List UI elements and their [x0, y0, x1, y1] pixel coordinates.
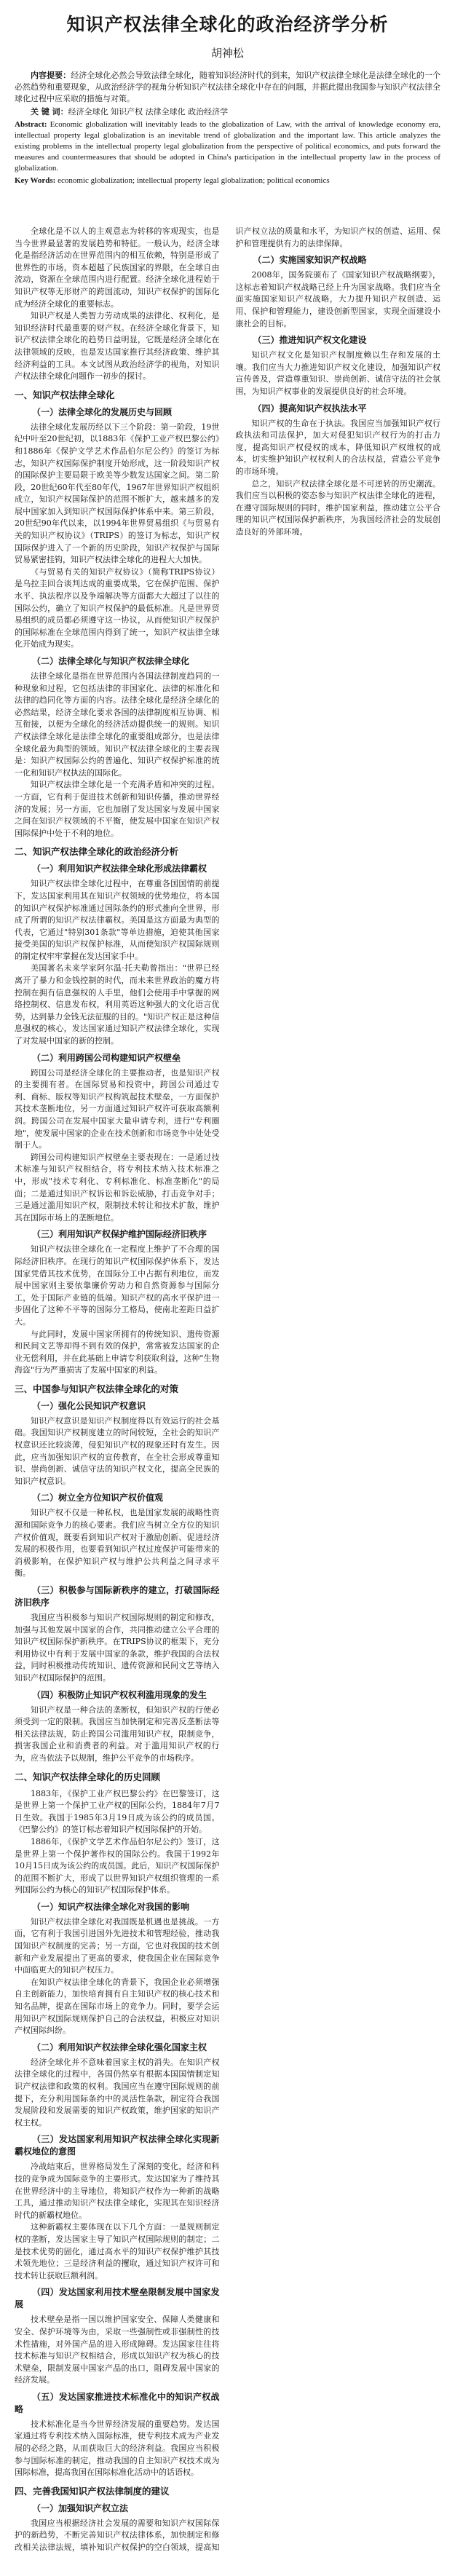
abstract-en	[15, 119, 440, 174]
body-paragraph: 美国著名未来学家阿尔温·托夫勒曾指出："世界已经离开了暴力和金钱控制的时代，而未来世界政治的魔方将控制在拥有信息强权的人手里，他们会使用手中掌握的网络控制权、信息发布权，利用英语这种强大的文化语言优势，达到暴力金钱无法征服的目的。"知识产权正是这种信息强权的核心，发达国家通过知识产权法律全球化，实现了对发展中国家的新的控制。	[15, 963, 220, 1046]
subsection-heading: （四）发达国家利用技术壁垒限制发展中国家发展	[15, 2287, 220, 2310]
subsection-heading: （四）提高知识产权执法水平	[253, 403, 367, 414]
subsection-heading: （四）积极防止知识产权权利滥用现象的发生	[32, 1689, 207, 1700]
section-heading: 一、知识产权法律全球化	[15, 389, 115, 400]
subsection-heading: （一）法律全球化的发展历史与回顾	[32, 406, 173, 417]
subsection-heading: （三）利用知识产权保护维护国际经济旧秩序	[32, 1229, 207, 1240]
subsection-heading: （二）利用知识产权法律全球化强化国家主权	[32, 2042, 207, 2052]
body-paragraph: 1883年，《保护工业产权巴黎公约》在巴黎签订，这是世界上第一个保护工业产权的国际公约，1884年7月7日生效。我国于1985年3月19日成为该公约的成员国。《巴黎公约》的签订标志着知识产权国际保护的开始。	[15, 1788, 220, 1835]
subsection-heading: （一）利用知识产权法律全球化形成法律霸权	[32, 864, 207, 874]
section-heading: 二、知识产权法律全球化的历史回顾	[15, 1771, 161, 1782]
body-paragraph: 法律全球化发展历经以下三个阶段：第一阶段，19世纪中叶至20世纪初，以1883年《保护工业产权巴黎公约》和1886年《保护文学艺术作品伯尔尼公约》的签订为标志，知识产权国际保护制度开始形成，这一阶段知识产权的国际保护主要局限于欧美等少数发达国家之间。第二阶段，20世纪60年代至80年代，1967年世界知识产权组织成立，知识产权国际保护的范围不断扩大，越来越多的发展中国家加入到知识产权国际保护体系中来。第三阶段，20世纪90年代以来，以1994年世界贸易组织《与贸易有关的知识产权协议》（TRIPS）的签订为标志，知识产权国际保护进入了一个新的历史阶段，知识产权保护与国际贸易紧密挂钩，知识产权法律全球化的进程大大加快。	[15, 422, 220, 565]
body-paragraph: 与此同时，发展中国家所拥有的传统知识、遗传资源和民间文艺等却得不到有效的保护，常常被发达国家的企业无偿利用，并在此基础上申请专利获取利益，这种"生物海盗"行为严重损害了发展中国家的利益。	[15, 1329, 220, 1375]
body-paragraph: 知识产权法律全球化是一个充满矛盾和冲突的过程。一方面，它有利于促进技术创新和知识传播，推动世界经济的发展；另一方面，它也加剧了发达国家与发展中国家之间在知识产权领域的不平衡，使发展中国家在知识产权国际保护中处于不利的地位。	[15, 780, 220, 838]
body-paragraph: 跨国公司是经济全球化的主要推动者，也是知识产权的主要拥有者。在国际贸易和投资中，跨国公司通过专利、商标、版权等知识产权构筑起技术壁垒，一方面保护其技术垄断地位，另一方面通过知识产权许可获取高额利润。跨国公司在发展中国家大量申请专利，进行"专利圈地"，使发展中国家的企业在技术创新和市场竞争中处处受制于人。	[15, 1067, 220, 1150]
article-body	[15, 226, 440, 2570]
body-paragraph: 知识产权意识是知识产权制度得以有效运行的社会基础。我国知识产权制度建立的时间较短，全社会的知识产权意识还比较淡薄，侵犯知识产权的现象还时有发生。因此，应当加强知识产权的宣传教育，在全社会形成尊重知识、崇尚创新、诚信守法的知识产权文化，提高全民族的知识产权意识。	[15, 1415, 220, 1486]
body-paragraph: 1886年，《保护文学艺术作品伯尔尼公约》签订，这是世界上第一个保护著作权的国际公约。我国于1992年10月15日成为该公约的成员国。此后，知识产权国际保护的范围不断扩大，形成了以世界知识产权组织管理的一系列国际公约为核心的知识产权国际保护体系。	[15, 1836, 220, 1895]
body-paragraph: 经济全球化并不意味着国家主权的消失。在知识产权法律全球化的过程中，各国仍然享有根据本国国情制定知识产权法律和政策的权利。我国应当在遵守国际规则的前提下，充分利用国际条约中的灵活性条款，制定符合我国发展阶段和发展需要的知识产权政策，维护国家的知识产权主权。	[15, 2057, 220, 2127]
subsection-heading: （二）法律全球化与知识产权法律全球化	[32, 656, 190, 666]
body-paragraph: 在知识产权法律全球化的背景下，我国企业必须增强自主创新能力，加快培育拥有自主知识产权的核心技术和知名品牌，提高在国际市场上的竞争力。同时，要学会运用知识产权国际规则保护自己的合法权益，积极应对知识产权国际纠纷。	[15, 1977, 220, 2036]
keywords-en-text: economic globalization; intellectual property legal globalization; political economics	[58, 176, 330, 185]
body-paragraph: 知识产权法律全球化对我国既是机遇也是挑战。一方面，它有利于我国引进国外先进技术和管理经验，推动我国知识产权制度的完善；另一方面，它也对我国的技术创新和产业发展提出了更高的要求，使我国企业在国际竞争中面临更大的知识产权压力。	[15, 1916, 220, 1975]
subsection-heading: （一）加强知识产权立法	[32, 2502, 129, 2513]
body-paragraph: 法律全球化是指在世界范围内各国法律制度趋同的一种现象和过程，它包括法律的非国家化、法律的标准化和法律的趋同化等方面的内容。法律全球化是经济全球化的必然结果，经济全球化要求各国的法律制度相互协调、相互衔接，以便为全球化的经济活动提供统一的规则。知识产权法律全球化是法律全球化的重要组成部分，也是法律全球化最为典型的领域。知识产权法律全球化的主要表现是：知识产权国际公约的普遍化、知识产权保护标准的统一化和知识产权执法的国际化。	[15, 671, 220, 778]
body-paragraph: 技术标准化是当今世界经济发展的重要趋势。发达国家通过将专利技术纳入国际标准，使专利技术成为产业发展的必经之路，从而获取巨大的经济利益。我国应当积极参与国际标准的制定，推动我国的自主知识产权技术成为国际标准，提高我国在国际标准化活动中的话语权。	[15, 2419, 220, 2478]
keywords-text: 经济全球化 知识产权 法律全球化 政治经济学	[68, 107, 229, 116]
abstract-en-label: Abstract:	[15, 120, 47, 129]
body-paragraph: 全球化是不以人的主观意志为转移的客观现实，也是当今世界最显著的发展趋势和特征。一般认为，经济全球化是指经济活动在世界范围内的相互依赖，特别是形成了世界性的市场，资本超越了民族国家的界限，在全球自由流动，资源在全球范围内进行配置。经济全球化进程始于知识产权等无形财产的跨国流动，知识产权保护的国际化成为经济全球化的重要标志。	[15, 226, 220, 309]
body-paragraph: 知识产权法律全球化在一定程度上维护了不合理的国际经济旧秩序。在现行的知识产权国际保护体系下，发达国家凭借其技术优势，在国际分工中占据有利地位，而发展中国家则主要依靠廉价劳动力和自然资源参与国际分工，处于国际产业链的低端。知识产权的高水平保护进一步固化了这种不平等的国际分工格局，使南北差距日益扩大。	[15, 1244, 220, 1327]
subsection-heading: （二）利用跨国公司构建知识产权壁垒	[32, 1052, 181, 1063]
section-heading: 三、中国参与知识产权法律全球化的对策	[15, 1383, 179, 1394]
body-paragraph: 跨国公司构建知识产权壁垒主要表现在：一是通过技术标准与知识产权相结合，将专利技术纳入技术标准之中，形成"技术专利化、专利标准化、标准垄断化"的局面；二是通过知识产权诉讼和诉讼威胁，打击竞争对手；三是通过滥用知识产权，限制技术转让和技术扩散，维护其在国际市场上的垄断地位。	[15, 1152, 220, 1222]
subsection-heading: （五）发达国家推进技术标准化中的知识产权战略	[15, 2391, 220, 2414]
body-paragraph: 知识产权文化是知识产权制度赖以生存和发展的土壤。我们应当大力推进知识产权文化建设，加强知识产权宣传普及，营造尊重知识、崇尚创新、诚信守法的社会氛围，为知识产权事业的发展提供良好的社会环境。	[235, 350, 440, 396]
abstract-label: 内容提要：	[31, 71, 71, 80]
article-author: 胡神松	[210, 47, 244, 60]
body-paragraph: 知识产权法律全球化过程中，在尊重各国国情的前提下，发达国家利用其在知识产权领域的优势地位，将本国的知识产权保护标准通过国际条约的形式推向全世界，形成了所谓的知识产权法律霸权。美国是这方面最为典型的代表，它通过"特别301条款"等单边措施，迫使其他国家接受美国的知识产权保护标准，从而使知识产权国际规则的制定权牢牢掌握在发达国家手中。	[15, 879, 220, 961]
body-paragraph: 我国应当根据经济社会发展的需要和知识产权国际保护的新趋势，不断完善知识产权法律体系，加快制定和修改相关法律法规，填补知识产权保护的空白领域，提高知识产权立法的质量和水平，为知识产权的创造、运用、保护和管理提供有力的法律保障。	[15, 226, 440, 2553]
subsection-heading: （三）发达国家利用知识产权法律全球化实现新霸权地位的意图	[15, 2134, 220, 2157]
body-paragraph: 知识产权的生命在于执法。我国应当加强知识产权行政执法和司法保护，加大对侵犯知识产权行为的打击力度，提高知识产权侵权的成本，降低知识产权维权的成本，切实维护知识产权权利人的合法权益，营造公平竞争的市场环境。	[235, 418, 440, 476]
subsection-heading: （一）强化公民知识产权意识	[32, 1400, 146, 1411]
subsection-heading: （二）树立全方位知识产权价值观	[32, 1493, 164, 1504]
subsection-heading: （一）知识产权法律全球化对我国的影响	[32, 1901, 190, 1912]
section-heading: 二、知识产权法律全球化的政治经济分析	[15, 846, 179, 858]
keywords-label: 关 键 词：	[31, 107, 68, 116]
body-paragraph: 我国应当积极参与知识产权国际规则的制定和修改，加强与其他发展中国家的合作，共同推动建立公平合理的知识产权国际保护新秩序。在TRIPS协议的框架下，充分利用协议中有利于发展中国家的条款，维护我国的合法权益，同时积极推动传统知识、遗传资源和民间文艺等纳入知识产权国际保护的范围。	[15, 1613, 220, 1683]
body-paragraph: 这种新霸权主要体现在以下几个方面：一是规则制定权的垄断，发达国家主导了知识产权国际规则的制定；二是技术优势的固化，通过高水平的知识产权保护维护其技术领先地位；三是经济利益的攫取，通过知识产权许可和技术转让获取巨额利润。	[15, 2222, 220, 2280]
body-paragraph: 冷战结束后，世界格局发生了深刻的变化，经济和科技的竞争成为国际竞争的主要形式。发达国家为了维持其在世界经济中的主导地位，将知识产权作为一种新的战略工具，通过推动知识产权法律全球化，实现其在知识经济时代的新霸权地位。	[15, 2162, 220, 2220]
abstract	[15, 70, 440, 105]
body-paragraph: 技术壁垒是指一国以维护国家安全、保障人类健康和安全、保护环境等为由，采取一些强制性或非强制性的技术性措施，对外国产品的进入形成障碍。发达国家往往将技术标准与知识产权相结合，形成以知识产权为核心的技术壁垒，限制发展中国家产品的出口，阻碍发展中国家的经济发展。	[15, 2315, 220, 2385]
subsection-heading: （二）实施国家知识产权战略	[253, 255, 367, 266]
keywords	[15, 106, 440, 118]
body-paragraph: 知识产权是人类智力劳动成果的法律化、权利化，是知识经济时代最重要的财产权。在经济全球化背景下，知识产权法律全球化的趋势日益明显，它既是经济全球化在法律领域的反映，也是发达国家推行其经济政策、维护其经济利益的工具。本文试图从政治经济学的视角，对知识产权法律全球化问题作一初步的探讨。	[15, 311, 220, 382]
body-paragraph: 《与贸易有关的知识产权协议》（简称TRIPS协议）是乌拉圭回合谈判达成的重要成果，它在保护范围、保护水平、执法程序以及争端解决等方面都大大超过了以往的国际公约，确立了知识产权保护的最低标准。凡是世界贸易组织的成员都必须遵守这一协议，从而使知识产权保护的国际标准在全球范围内得到了统一，知识产权法律全球化开始成为现实。	[15, 566, 220, 649]
body-paragraph: 2008年，国务院颁布了《国家知识产权战略纲要》，这标志着知识产权战略已经上升为国家战略。我们应当全面实施国家知识产权战略，大力提升知识产权创造、运用、保护和管理能力，建设创新型国家，实现全面建设小康社会的目标。	[235, 270, 440, 328]
section-heading: 四、完善我国知识产权法律制度的建议	[15, 2485, 170, 2497]
article-title: 知识产权法律全球化的政治经济学分析	[66, 14, 389, 35]
abstract-text: 经济全球化必然会导致法律全球化，随着知识经济时代的到来，知识产权法律全球化是法律全球化的一个必然趋势和重要现象，从政治经济学的视角分析知识产权法律全球化中存在的问题，并据此提出我国参与知识产权法律全球化过程中应采取的措施与对策。	[15, 71, 440, 103]
subsection-heading: （三）推进知识产权文化建设	[253, 335, 367, 346]
keywords-en	[15, 175, 440, 186]
subsection-heading: （三）积极参与国际新秩序的建立，打破国际经济旧秩序	[15, 1585, 220, 1608]
front-matter	[15, 70, 440, 188]
body-paragraph: 知识产权是一种合法的垄断权，但知识产权的行使必须受到一定的限制。我国应当加快制定和完善反垄断法等相关法律法规，防止跨国公司滥用知识产权，限制竞争，损害我国企业和消费者的利益。对于滥用知识产权的行为，应当依法予以规制，维护公平竞争的市场秩序。	[15, 1704, 220, 1763]
keywords-en-label: Key Words:	[15, 176, 56, 185]
abstract-en-text: Economic globalization will inevitably leads to the globalization of Law, with the arrival of knowledge economy era, intellectual property legal globalization is an inevitable trend of globalization and the important law. This article analyzes the existing problems in the intellectual property legal globalization from the perspective of political economics, and puts forward the measures and countermeasures that should be adopted in China's participation in the intellectual property law in the process of globalization.	[15, 120, 440, 173]
body-paragraph: 知识产权不仅是一种私权，也是国家发展的战略性资源和国际竞争力的核心要素。我们应当树立全方位的知识产权价值观，既要看到知识产权对于激励创新、促进经济发展的积极作用，也要看到知识产权过度保护可能带来的消极影响，在保护知识产权与维护公共利益之间寻求平衡。	[15, 1508, 220, 1579]
body-paragraph: 总之，知识产权法律全球化是不可逆转的历史潮流。我们应当以积极的姿态参与知识产权法律全球化的进程，在遵守国际规则的同时，维护国家利益，推动建立公平合理的知识产权国际保护新秩序，为我国经济社会的发展创造良好的外部环境。	[235, 478, 440, 537]
